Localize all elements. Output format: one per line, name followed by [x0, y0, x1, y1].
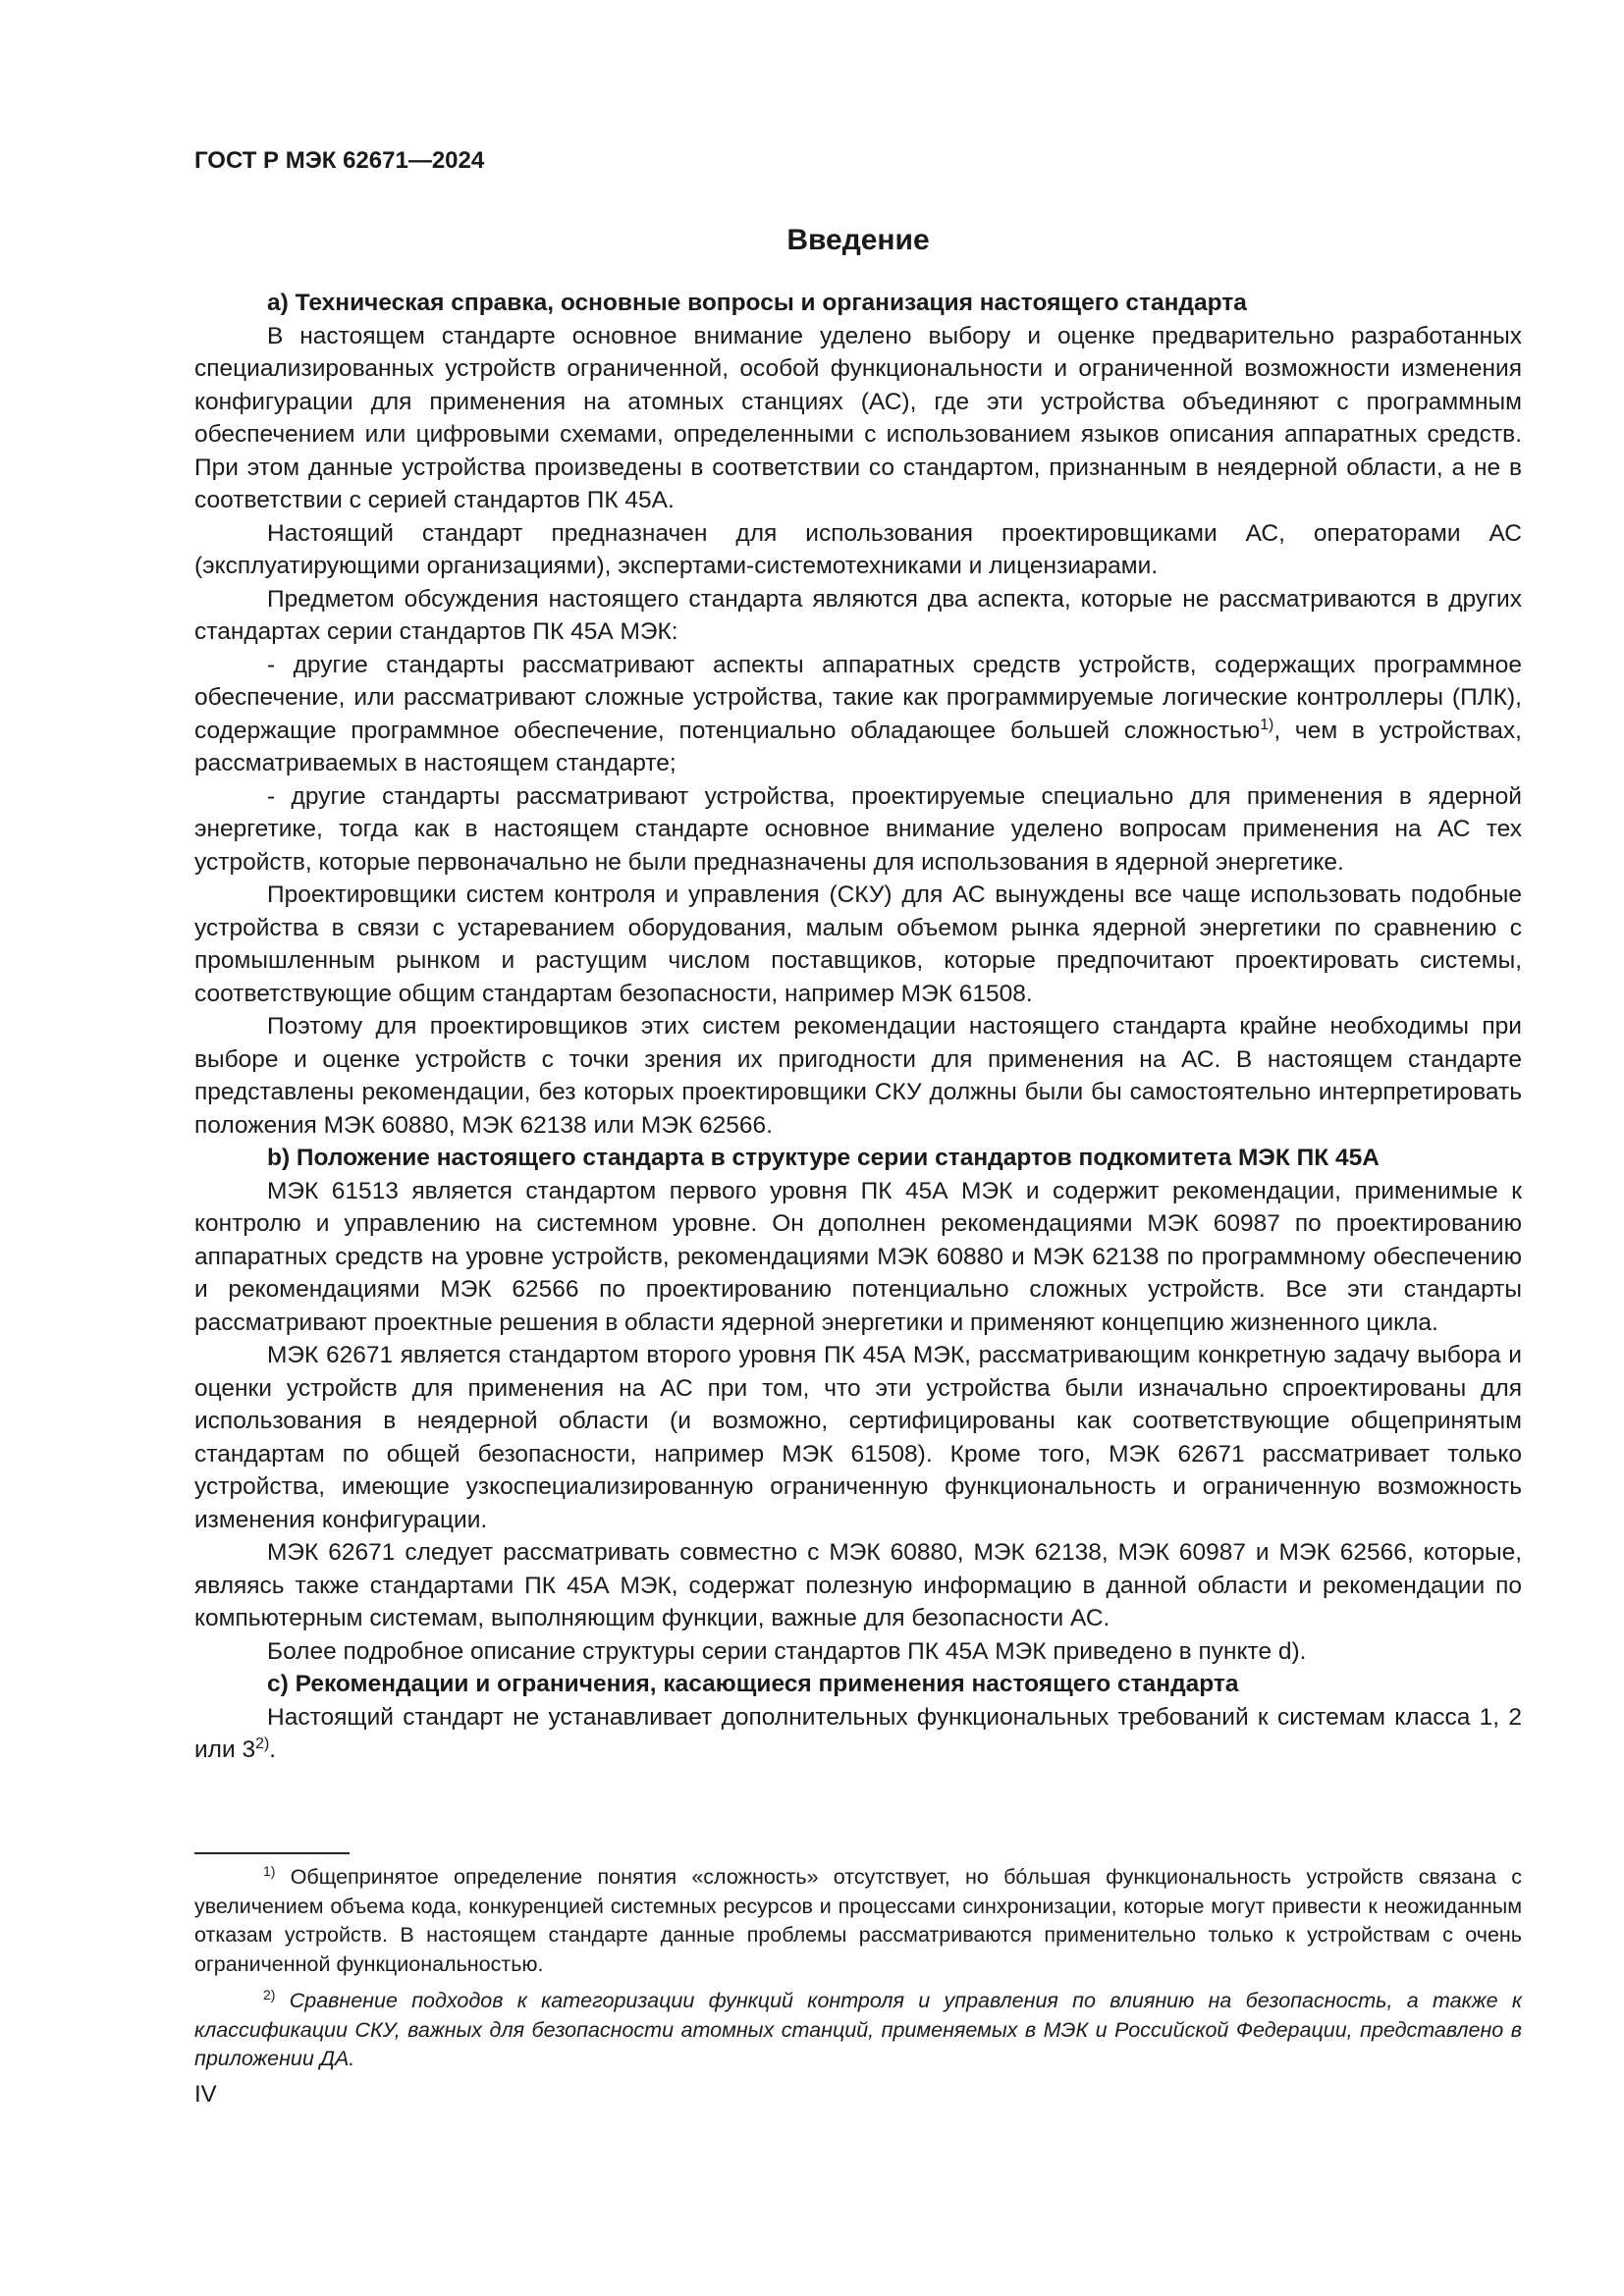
page-title: Введение	[786, 224, 930, 256]
footnote-ref-1: 1)	[1260, 716, 1274, 733]
footnote-text: Сравнение подходов к категоризации функций контроля и управления по влиянию на безопасность, а также к классификации СКУ, важных для безопасности атомных станций, применяемых в МЭК и Российской Федерации, представлено в приложении ДА.	[194, 1989, 1522, 2070]
footnote-divider	[194, 1852, 350, 1854]
footnote-2	[194, 1987, 1522, 2074]
section-a-heading: а) Техническая справка, основные вопросы и организация настоящего стандарта	[267, 290, 1247, 316]
section-a-paragraph-2: Настоящий стандарт предназначен для использования проектировщиками АС, операторами АС (эксплуатирующими организациями), экспертами-системотехниками и лицензиарами.	[194, 519, 1522, 579]
paragraph-text: , чем в устройствах, рассматриваемых в настоящем стандарте;	[194, 717, 1522, 776]
section-c-heading: с) Рекомендации и ограничения, касающиеся применения настоящего стандарта	[267, 1671, 1239, 1697]
section-a-paragraph-5: - другие стандарты рассматривают устройства, проектируемые специально для применения в ядерной энергетике, тогда как в настоящем стандарте основное внимание уделено вопросам применения на АС тех устройств, которые первоначально не были предназначены для использования в ядерной энергетике.	[194, 782, 1522, 876]
footnote-1	[194, 1863, 1522, 1979]
section-a-paragraph-7: Поэтому для проектировщиков этих систем рекомендации настоящего стандарта крайне необходимы при выборе и оценке устройств с точки зрения их пригодности для применения на АС. В настоящем стандарте представлены рекомендации, без которых проектировщики СКУ должны были бы самостоятельно интерпретировать положения МЭК 60880, МЭК 62138 или МЭК 62566.	[194, 1013, 1522, 1139]
footnote-marker: 2)	[263, 1986, 276, 2002]
paragraph-text: - другие стандарты рассматривают аспекты аппаратных средств устройств, содержащих программное обеспечение, или рассматривают сложные устройства, такие как программируемые логические контроллеры (ПЛК), содержащие программное обеспечение, потенциально обладающее большей сложностью	[194, 651, 1522, 744]
main-content	[194, 224, 1522, 1767]
paragraph-text: Настоящий стандарт не устанавливает дополнительных функциональных требований к системам класса 1, 2 или 3	[194, 1703, 1522, 1763]
section-b-paragraph-4: Более подробное описание структуры серии стандартов ПК 45А МЭК приведено в пункте d).	[267, 1637, 1307, 1665]
section-b-heading: b) Положение настоящего стандарта в структуре серии стандартов подкомитета МЭК ПК 45А	[267, 1145, 1380, 1171]
section-a-paragraph-1: В настоящем стандарте основное внимание уделено выбору и оценке предварительно разработанных специализированных устройств ограниченной, особой функциональности и ограниченной возможности изменения конфигурации для применения на атомных станциях (АС), где эти устройства объединяют с программным обеспечением или цифровыми схемами, определенными с использованием языков описания аппаратных средств. При этом данные устройства произведены в соответствии со стандартом, признанным в неядерной области, а не в соответствии с серией стандартов ПК 45А.	[194, 322, 1522, 513]
section-a-paragraph-4	[194, 649, 1522, 780]
footnote-text: Общепринятое определение понятия «сложность» отсутствует, но бóльшая функциональность устройств связана с увеличением объема кода, конкуренцией системных ресурсов и процессами синхронизации, которые могут привести к неожиданным отказам устройств. В настоящем стандарте данные проблемы рассматриваются применительно только к устройствам с очень ограниченной функциональностью.	[194, 1865, 1522, 1976]
document-header: ГОСТ Р МЭК 62671—2024	[194, 147, 485, 174]
footnote-marker: 1)	[263, 1862, 276, 1879]
section-a-paragraph-6: Проектировщики систем контроля и управления (СКУ) для АС вынуждены все чаще использовать подобные устройства в связи с устареванием оборудования, малым объемом рынка ядерной энергетики по сравнению с промышленным рынком и растущим числом поставщиков, которые предпочитают проектировать системы, соответствующие общим стандартам безопасности, например МЭК 61508.	[194, 881, 1522, 1007]
footnotes	[194, 1863, 1522, 2082]
section-c-paragraph-1	[194, 1701, 1522, 1767]
section-b-paragraph-2: МЭК 62671 является стандартом второго уровня ПК 45А МЭК, рассматривающим конкретную задачу выбора и оценки устройств для применения на АС при том, что эти устройства были изначально спроектированы для использования в неядерной области (и возможно, сертифицированы как соответствующие общепринятым стандартам по общей безопасности, например МЭК 61508). Кроме того, МЭК 62671 рассматривает только устройства, имеющие узкоспециализированную ограниченную функциональность и ограниченную возможность изменения конфигурации.	[194, 1342, 1522, 1533]
paragraph-text: .	[269, 1736, 277, 1763]
footnote-ref-2: 2)	[255, 1735, 270, 1752]
page-number: IV	[194, 2081, 217, 2108]
section-b-paragraph-3: МЭК 62671 следует рассматривать совместно с МЭК 60880, МЭК 62138, МЭК 60987 и МЭК 62566, которые, являясь также стандартами ПК 45А МЭК, содержат полезную информацию в данной области и рекомендации по компьютерным системам, выполняющим функции, важные для безопасности АС.	[194, 1539, 1522, 1631]
section-a-paragraph-3: Предметом обсуждения настоящего стандарта являются два аспекта, которые не рассматриваются в других стандартах серии стандартов ПК 45А МЭК:	[194, 585, 1522, 645]
section-b-paragraph-1: МЭК 61513 является стандартом первого уровня ПК 45А МЭК и содержит рекомендации, применимые к контролю и управлению на системном уровне. Он дополнен рекомендациями МЭК 60987 по проектированию аппаратных средств на уровне устройств, рекомендациями МЭК 60880 и МЭК 62138 по программному обеспечению и рекомендациями МЭК 62566 по проектированию потенциально сложных устройств. Все эти стандарты рассматривают проектные решения в области ядерной энергетики и применяют концепцию жизненного цикла.	[194, 1177, 1522, 1336]
